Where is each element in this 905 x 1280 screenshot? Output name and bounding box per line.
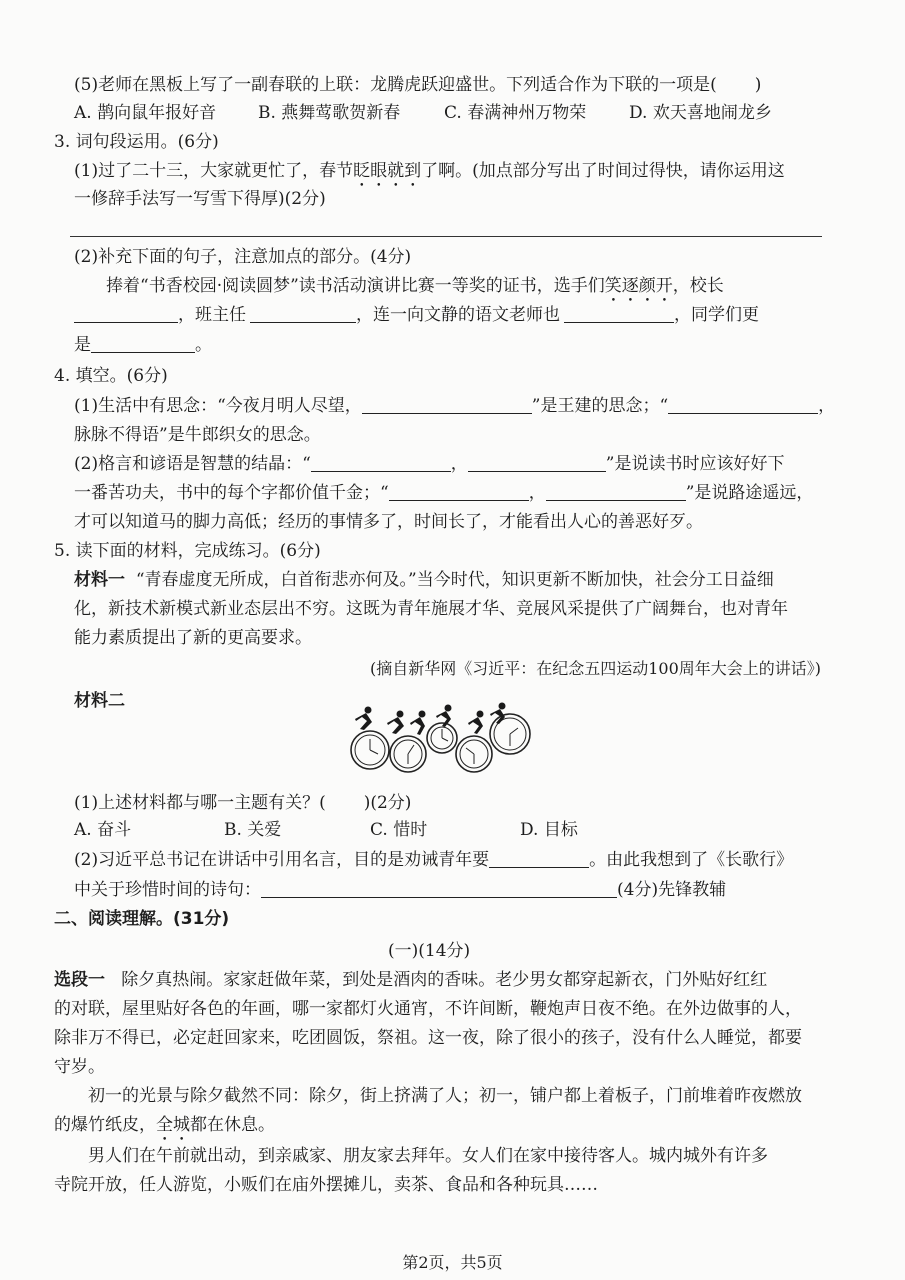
q3-p2-text-f: 是: [74, 335, 91, 355]
blank-proverb-2[interactable]: [468, 453, 606, 472]
q3-p2-title: (2)补充下面的句子，注意加点的部分。(4分): [74, 247, 412, 267]
sel1-line2: 的对联，屋里贴好各色的年画，哪一家都灯火通宵，不许间断，鞭炮声日夜不绝。在外边做事的人，: [54, 999, 802, 1019]
p2-dotted: 全城: [156, 1115, 190, 1135]
blank-proverb-3[interactable]: [389, 482, 529, 501]
q5-option-b: B. 燕舞莺歌贺新春: [258, 103, 401, 123]
blank-chinese-teacher[interactable]: [564, 304, 674, 323]
q5-sub1-option-c: C. 惜时: [370, 820, 428, 840]
q4-p2-text-b: ，: [450, 454, 468, 474]
blank-exhort[interactable]: [489, 849, 589, 868]
p2-line2: [54, 1111, 275, 1145]
p3-line1: 男人们在午前就出动，到亲戚家、朋友家去拜年。女人们在家中接待客人。城内城外有许多: [88, 1146, 768, 1166]
q4-p2-line1: [74, 450, 784, 478]
q4-p2-text-e: ，: [528, 483, 546, 503]
blank-proverb-4[interactable]: [546, 482, 686, 501]
q5-stem-end: ): [754, 75, 762, 95]
q5-sub2-line2: [74, 876, 726, 904]
q3-p2-text-c: ，班主任: [178, 305, 246, 325]
selection1-label: 选段一: [54, 970, 105, 990]
blank-proverb-1[interactable]: [311, 453, 451, 472]
q3-p2-line3: [74, 331, 212, 359]
q5-sub1: [74, 789, 411, 817]
q3-p1-line2: 一修辞手法写一写雪下得厚)(2分): [74, 189, 326, 209]
q5-sub1-option-a: A. 奋斗: [74, 820, 132, 840]
q3-p1-text-b: 了啊。(加点部分写出了时间过得快，请你运用这: [421, 161, 785, 181]
q5-m1-line2: 化，新技术新模式新业态层出不穷。这既为青年施展才华、竞展风采提供了广阔舞台，也对青年: [74, 599, 788, 619]
q4-p1-text-a: (1)生活中有思念：“今夜月明人尽望，: [74, 396, 362, 416]
blank-teacher[interactable]: [250, 304, 356, 323]
blank-poem-1[interactable]: [362, 395, 532, 414]
q3-p2-line2: [74, 301, 759, 329]
q4-p2-text-f: ”是说路途遥远，: [685, 483, 814, 503]
q5-sub1-end: )(2分): [363, 793, 412, 813]
q5-sub1-text: (1)上述材料都与哪一主题有关？(: [74, 793, 326, 813]
q5-sub1-option-d: D. 目标: [520, 820, 578, 840]
q3-p2-dotted: 笑逐颜开: [604, 276, 673, 296]
q4-p2-text-c: ”是说读书时应该好好下: [605, 454, 785, 474]
q3-p2-text-a: 捧着“书香校园·阅读圆梦”读书活动演讲比赛一等奖的证书，选手们: [106, 276, 605, 296]
q5-stem-text: (5)老师在黑板上写了一副春联的上联：龙腾虎跃迎盛世。下列适合作为下联的一项是(: [74, 75, 717, 95]
q4-title: 4. 填空。(6分): [54, 366, 168, 386]
q5-m1-text-1: “青春虚度无所成，白首衔悲亦何及。”当今时代，知识更新不断加快，社会分工日益细: [135, 570, 774, 590]
p3-line2: 寺院开放，任人游览，小贩们在庙外摆摊儿，卖茶、食品和各种玩具……: [54, 1175, 598, 1195]
q5-sub2-text-d: (4分)先锋教辅: [617, 880, 727, 900]
sel1-line4: 守岁。: [54, 1057, 105, 1077]
runners-on-clocks-image: [348, 702, 538, 782]
q5-sub1-option-b: B. 关爱: [224, 820, 282, 840]
q4-p2-line3: 才可以知道马的脚力高低；经历的事情多了，时间长了，才能看出人心的善恶好歹。: [74, 512, 703, 532]
q5-title: 5. 读下面的材料，完成练习。(6分): [54, 541, 321, 561]
q4-p1-line1: [74, 392, 835, 420]
q5-sub2-line1: [74, 846, 793, 874]
q4-p2-text-a: (2)格言和谚语是智慧的结晶：“: [74, 454, 311, 474]
q5-sub2-text-b: 。由此我想到了《长歌行》: [589, 850, 794, 870]
q3-p1-dotted: 眨眼就到: [353, 161, 422, 181]
sel1-text-1: 除夕真热闹。家家赶做年菜，到处是酒肉的香味。老少男女都穿起新衣，门外贴好红红: [121, 970, 768, 990]
blank-poem-line[interactable]: [261, 879, 617, 898]
q5-option-c: C. 春满神州万物荣: [444, 103, 587, 123]
q3-p2-text-g: 。: [195, 335, 212, 355]
blank-students[interactable]: [91, 334, 195, 353]
page-footer: 第2页，共5页: [402, 1253, 503, 1272]
sel1-line3: 除非万不得已，必定赶回家来，吃团圆饭，祭祖。这一夜，除了很小的孩子，没有什么人睡觉，都要: [54, 1028, 802, 1048]
q3-answer-line[interactable]: [70, 236, 822, 237]
q5-option-a: A. 鹊向鼠年报好音: [74, 103, 217, 123]
q5-sub2-text-c: 中关于珍惜时间的诗句：: [74, 880, 261, 900]
p2-text-b: 都在休息。: [190, 1115, 275, 1135]
q5-m1-source: (摘自新华网《习近平：在纪念五四运动100周年大会上的讲话》): [369, 659, 821, 678]
q5-m1-line3: 能力素质提出了新的更高要求。: [74, 628, 312, 648]
sel1-line1: [54, 966, 767, 994]
material1-label: 材料一: [74, 570, 125, 590]
q3-title: 3. 词句段运用。(6分): [54, 132, 219, 152]
blank-poem-2[interactable]: [668, 395, 818, 414]
p2-line1: 初一的光景与除夕截然不同：除夕，街上挤满了人；初一，铺户都上着板子，门前堆着昨夜燃放: [88, 1086, 802, 1106]
p2-text-a: 的爆竹纸皮，: [54, 1115, 156, 1135]
q4-p1-line2: 脉脉不得语”是牛郎织女的思念。: [74, 425, 321, 445]
q3-p2-text-e: ，同学们更: [674, 305, 759, 325]
section2-title: 二、阅读理解。(31分): [54, 909, 230, 929]
q5-option-d: D. 欢天喜地闹龙乡: [629, 103, 772, 123]
q4-p1-text-b: ”是王建的思念；“: [531, 396, 669, 416]
blank-principal[interactable]: [74, 304, 178, 323]
q3-p1-text-a: (1)过了二十三，大家就更忙了，春节: [74, 161, 354, 181]
q5-m1-line1: [74, 566, 774, 594]
q5-stem: [74, 71, 761, 99]
q4-p1-text-c: ，: [818, 396, 836, 416]
q4-p2-line2: [74, 479, 813, 507]
q3-p2-text-d: ，连一向文静的语文老师也: [356, 305, 560, 325]
section2-sub-title: (一)(14分): [388, 941, 471, 961]
material2-label: 材料二: [74, 691, 125, 711]
q4-p2-text-d: 一番苦功夫，书中的每个字都价值千金；“: [74, 483, 389, 503]
q3-p2-text-b: ，校长: [672, 276, 724, 296]
q5-sub2-text-a: (2)习近平总书记在讲话中引用名言，目的是劝诫青年要: [74, 850, 490, 870]
